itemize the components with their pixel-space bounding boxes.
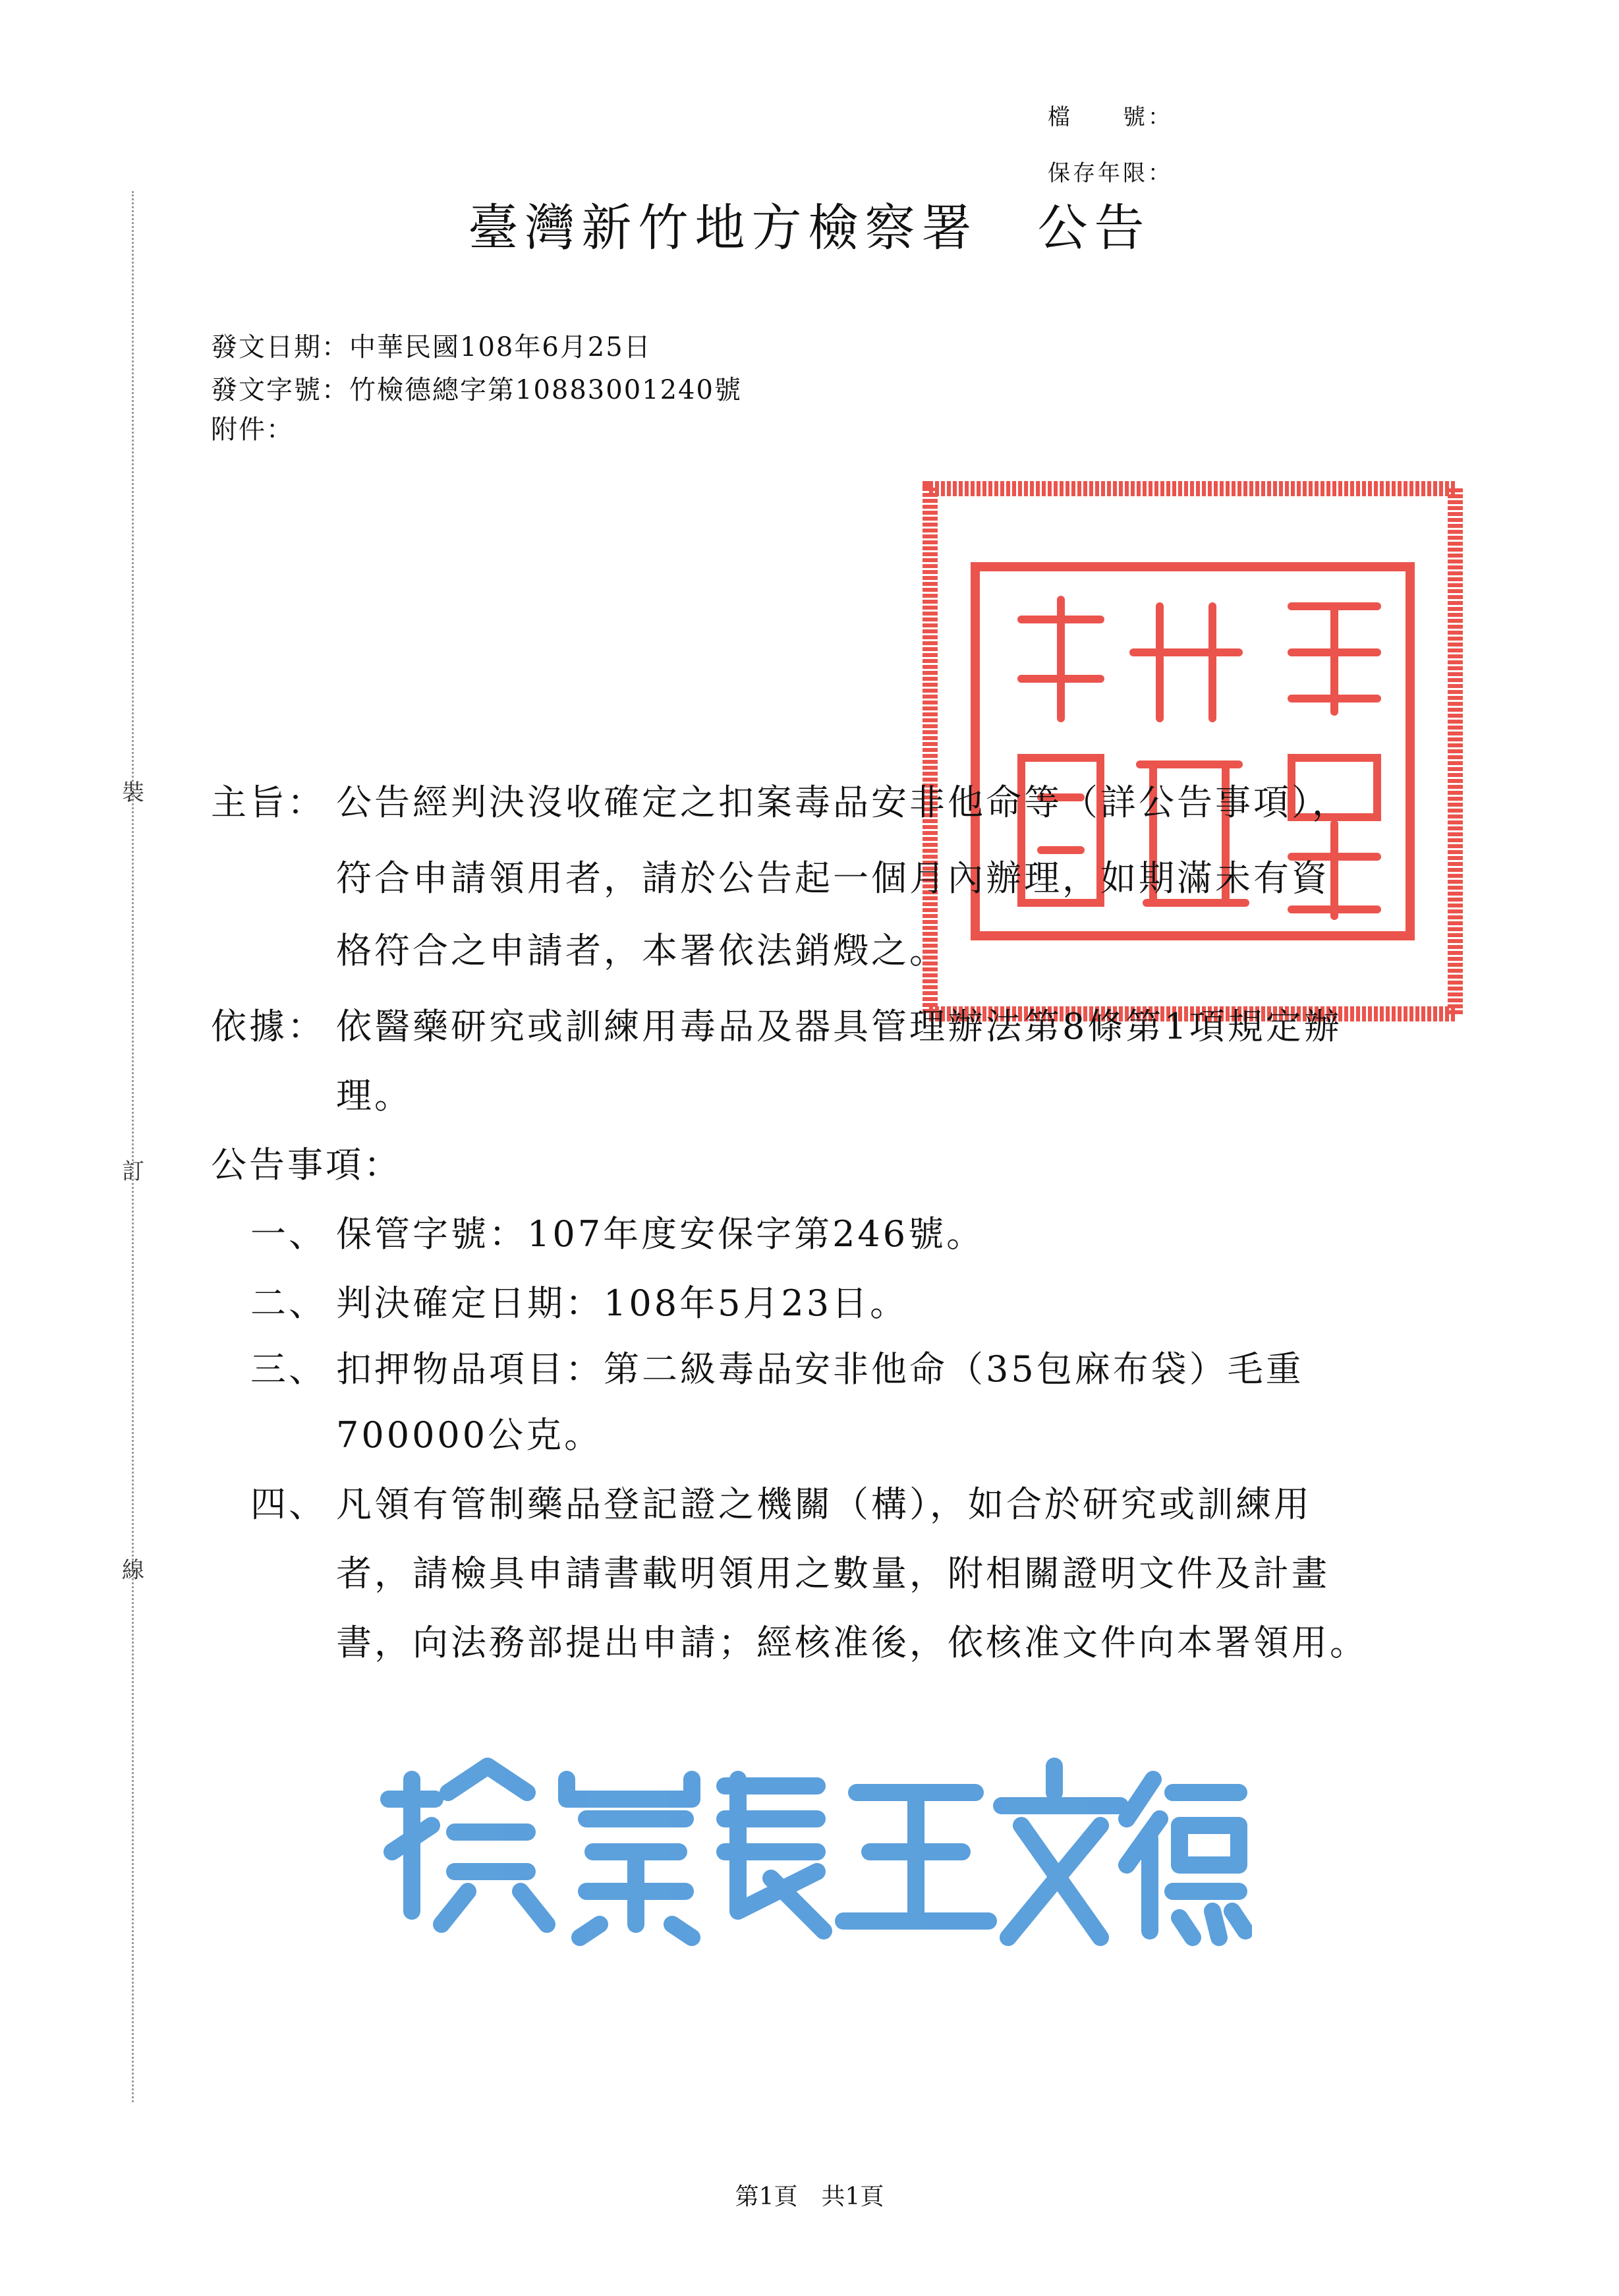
page-title [0,188,1619,260]
agency-name: 臺灣新竹地方檢察署 [468,198,979,257]
page-footer [0,2178,1619,2212]
subject-line-1: 公告經判決沒收確定之扣案毒品安非他命等（詳公告事項）， [336,782,1350,823]
notice-item-3-line-1: 扣押物品項目：第二級毒品安非他命（35包麻布袋）毛重 [336,1348,1304,1390]
page-total: 共1頁 [821,2183,884,2210]
notice-item-1-line-1: 保管字號：107年度安保字第246號。 [336,1213,985,1255]
doc-type: 公告 [1037,198,1151,257]
notice-item-1-number: 一、 [250,1213,327,1255]
subject-label: 主旨： [211,782,326,823]
basis-label: 依據： [211,1006,326,1047]
notice-label: 公告事項： [211,1144,402,1186]
notice-item-3-number: 三、 [250,1348,327,1390]
reference-number: 發文字號：竹檢德總字第10883001240號 [211,375,742,405]
subject-line-2: 符合申請領用者，請於公告起一個月內辦理，如期滿未有資 [336,857,1330,899]
issue-date: 發文日期：中華民國108年6月25日 [211,332,652,362]
basis-line-1: 依醫藥研究或訓練用毒品及器具管理辦法第8條第1項規定辦 [336,1006,1342,1047]
binding-line [132,191,134,2102]
binding-mark-bottom: 線 [122,1557,144,1584]
official-seal [923,481,1463,1021]
notice-item-4-line-2: 者，請檢具申請書載明領用之數量，附相關證明文件及計畫 [336,1553,1330,1594]
binding-mark-top: 裝 [122,780,144,806]
basis-line-2: 理。 [336,1075,412,1116]
page-number: 第1頁 [735,2183,798,2210]
notice-item-2-number: 二、 [250,1282,327,1324]
subject-line-3: 格符合之申請者，本署依法銷燬之。 [336,930,948,971]
notice-item-4-line-3: 書，向法務部提出申請；經核准後，依核准文件向本署領用。 [336,1622,1368,1663]
notice-item-3-line-2: 700000公克。 [336,1414,603,1456]
notice-item-4-line-1: 凡領有管制藥品登記證之機關（構），如合於研究或訓練用 [336,1483,1312,1525]
file-number-label: 檔 號： [1048,104,1173,130]
attachment-label: 附件： [211,415,294,445]
signature-stamp [369,1740,1252,1957]
notice-item-4-number: 四、 [250,1483,327,1525]
notice-item-2-line-1: 判決確定日期：108年5月23日。 [336,1282,909,1324]
retention-label: 保存年限： [1048,160,1173,187]
binding-mark-middle: 訂 [122,1159,144,1185]
